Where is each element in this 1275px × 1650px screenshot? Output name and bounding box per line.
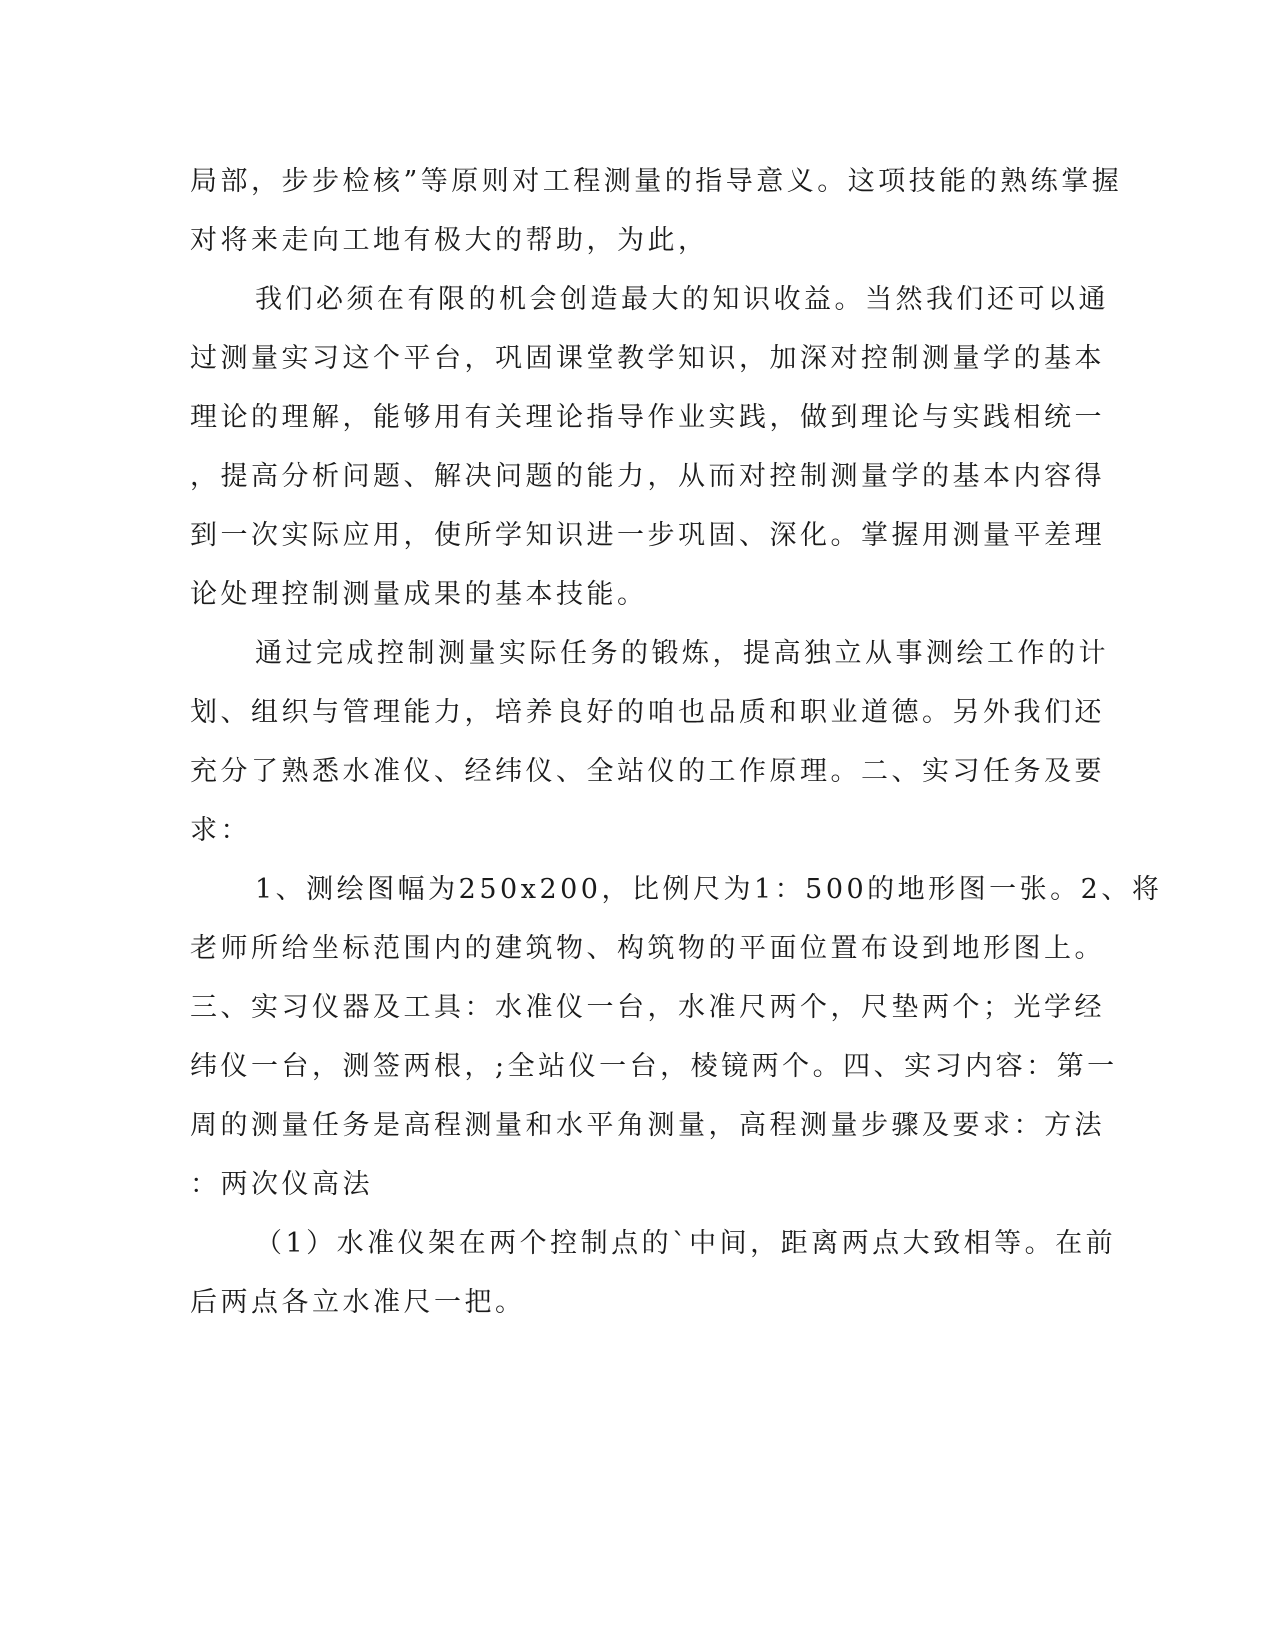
text-line: 纬仪一台，测签两根，;全站仪一台，棱镜两个。四、实习内容：第一	[190, 1051, 1118, 1082]
text-line: 理论的理解，能够用有关理论指导作业实践，做到理论与实践相统一	[190, 402, 1105, 433]
text-line: 后两点各立水准尺一把。	[190, 1287, 526, 1318]
text-line: 周的测量任务是高程测量和水平角测量，高程测量步骤及要求：方法	[190, 1110, 1105, 1141]
paragraph-first-line: 通过完成控制测量实际任务的锻炼，提高独立从事测绘工作的计	[255, 638, 1109, 669]
text-line: 三、实习仪器及工具：水准仪一台，水准尺两个，尺垫两个；光学经	[190, 992, 1105, 1023]
text-line: 论处理控制测量成果的基本技能。	[190, 579, 648, 610]
text-line: 到一次实际应用，使所学知识进一步巩固、深化。掌握用测量平差理	[190, 520, 1105, 551]
paragraph-first-line: 1、测绘图幅为250x200，比例尺为1：500的地形图一张。2、将	[255, 874, 1163, 905]
text-line: 求：	[190, 815, 251, 846]
text-line: 过测量实习这个平台，巩固课堂教学知识，加深对控制测量学的基本	[190, 343, 1105, 374]
paragraph-first-line: 我们必须在有限的机会创造最大的知识收益。当然我们还可以通	[255, 284, 1109, 315]
text-line: ：两次仪高法	[190, 1169, 373, 1200]
text-line: 局部，步步检核”等原则对工程测量的指导意义。这项技能的熟练掌握	[190, 166, 1123, 197]
text-line: ，提高分析问题、解决问题的能力，从而对控制测量学的基本内容得	[190, 461, 1105, 492]
text-line: 对将来走向工地有极大的帮助，为此，	[190, 225, 709, 256]
text-line: 充分了熟悉水准仪、经纬仪、全站仪的工作原理。二、实习任务及要	[190, 756, 1105, 787]
text-line: 老师所给坐标范围内的建筑物、构筑物的平面位置布设到地形图上。	[190, 933, 1105, 964]
paragraph-first-line: （1）水准仪架在两个控制点的`中间，距离两点大致相等。在前	[255, 1228, 1117, 1259]
text-line: 划、组织与管理能力，培养良好的咱也品质和职业道德。另外我们还	[190, 697, 1105, 728]
